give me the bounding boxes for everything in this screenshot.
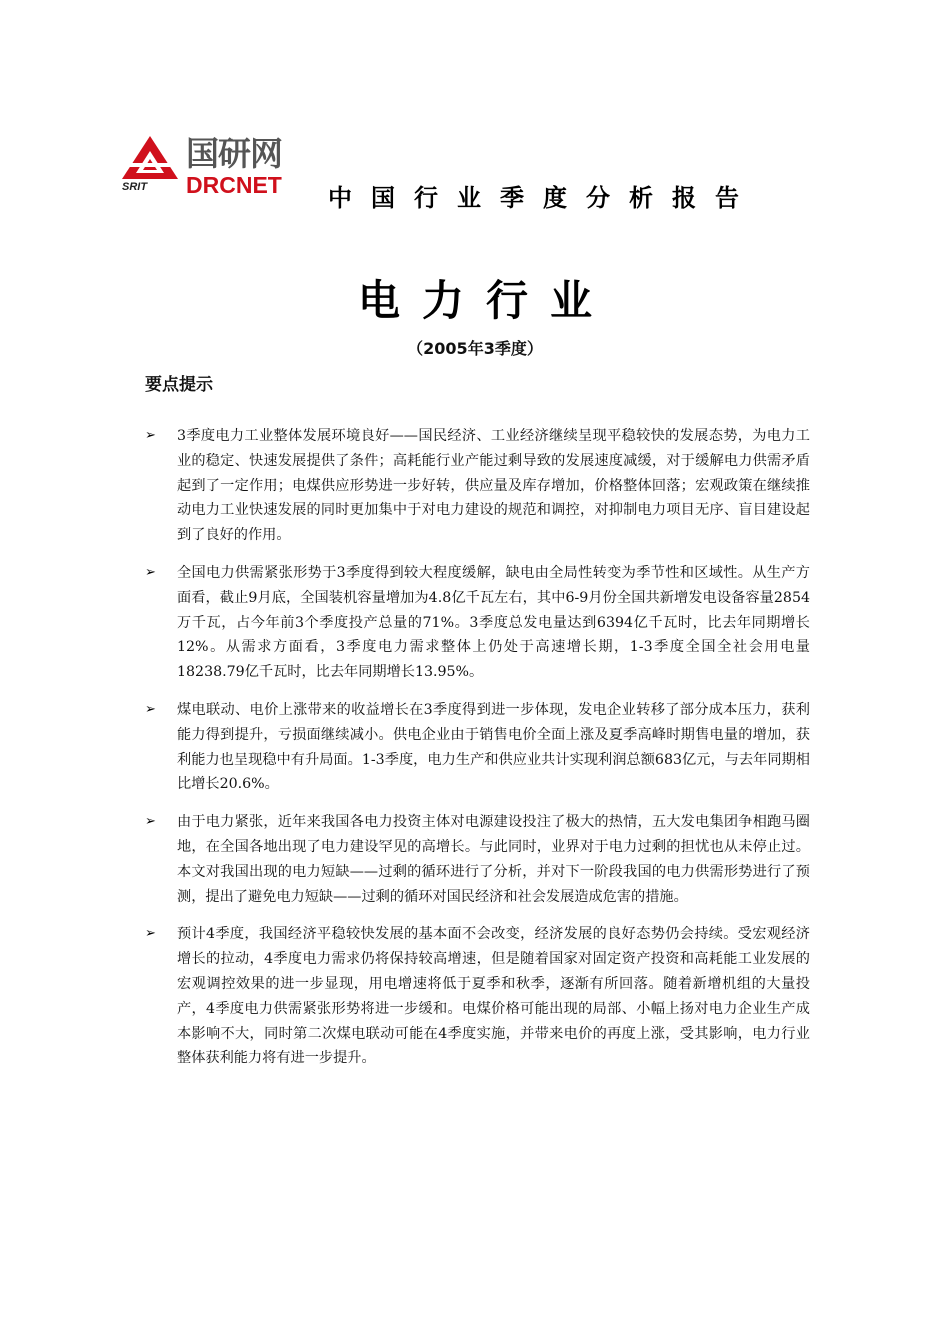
report-series-title: 中国行业季度分析报告 [328, 184, 758, 212]
key-point-item [145, 424, 810, 548]
key-point-item [145, 810, 810, 909]
key-point-text: 煤电联动、电价上涨带来的收益增长在3季度得到进一步体现，发电企业转移了部分成本压力，获利能力得到提升，亏损面继续减小。供电企业由于销售电价全面上涨及夏季高峰时期售电量的增加，获利能力也呈现稳中有升局面。1-3季度，电力生产和供应业共计实现利润总额683亿元，与去年同期相比增长20.6%。 [177, 701, 810, 793]
key-point-item [145, 698, 810, 797]
key-point-text: 由于电力紧张，近年来我国各电力投资主体对电源建设投注了极大的热情，五大发电集团争相跑马圈地，在全国各地出现了电力建设罕见的高增长。与此同时，业界对于电力过剩的担忧也从未停止过。本文对我国出现的电力短缺——过剩的循环进行了分析，并对下一阶段我国的电力供需形势进行了预测，提出了避免电力短缺——过剩的循环对国民经济和社会发展造成危害的措施。 [177, 814, 810, 905]
key-point-item [145, 561, 810, 685]
document-title: 电力行业 [357, 276, 614, 325]
key-point-text: 预计4季度，我国经济平稳较快发展的基本面不会改变，经济发展的良好态势仍会持续。受宏观经济增长的拉动，4季度电力需求仍将保持较高增速，但是随着国家对固定资产投资和高耗能工业发展的宏观调控效果的进一步显现，用电增速将低于夏季和秋季，逐渐有所回落。随着新增机组的大量投产，4季度电力供需紧张形势将进一步缓和。电煤价格可能出现的局部、小幅上扬对电力企业生产成本影响不大，同时第二次煤电联动可能在4季度实施，并带来电价的再度上涨，受其影响，电力行业整体获利能力将有进一步提升。 [177, 926, 810, 1067]
logo-chinese-text: 国研网 [186, 134, 282, 173]
bullet-arrow-icon: ➢ [145, 564, 156, 580]
bullet-arrow-icon: ➢ [145, 926, 156, 942]
section-heading: 要点提示 [145, 375, 213, 395]
bullet-arrow-icon: ➢ [145, 814, 156, 830]
key-points-list [145, 424, 810, 1084]
key-point-item [145, 922, 810, 1071]
srit-triangle-icon [120, 133, 190, 185]
bullet-arrow-icon: ➢ [145, 701, 156, 717]
bullet-arrow-icon: ➢ [145, 428, 156, 443]
logo-srit-text: SRIT [122, 181, 148, 193]
key-point-text: 全国电力供需紧张形势于3季度得到较大程度缓解，缺电由全局性转变为季节性和区域性。从生产方面看，截止9月底，全国装机容量增加为4.8亿千瓦左右，其中6-9月份全国共新增发电设备容量2854万千瓦，占今年前3个季度投产总量的71%。3季度总发电量达到6394亿千瓦时，比去年同期增长12%。从需求方面看，3季度电力需求整体上仍处于高速增长期，1-3季度全国全社会用电量18238.79亿千瓦时，比去年同期增长13.95%。 [177, 564, 810, 681]
logo-english-text: DRCNET [186, 172, 282, 198]
drcnet-logo [120, 133, 310, 203]
key-point-text: 3季度电力工业整体发展环境良好——国民经济、工业经济继续呈现平稳较快的发展态势，为电力工业的稳定、快速发展提供了条件；高耗能行业产能过剩导致的发展速度减缓，对于缓解电力供需矛盾起到了一定作用；电煤供应形势进一步好转，供应量及库存增加，价格整体回落；宏观政策在继续推动电力工业快速发展的同时更加集中于对电力建设的规范和调控，对抑制电力项目无序、盲目建设起到了良好的作用。 [177, 428, 810, 544]
document-subtitle: （2005年3季度） [407, 339, 543, 358]
